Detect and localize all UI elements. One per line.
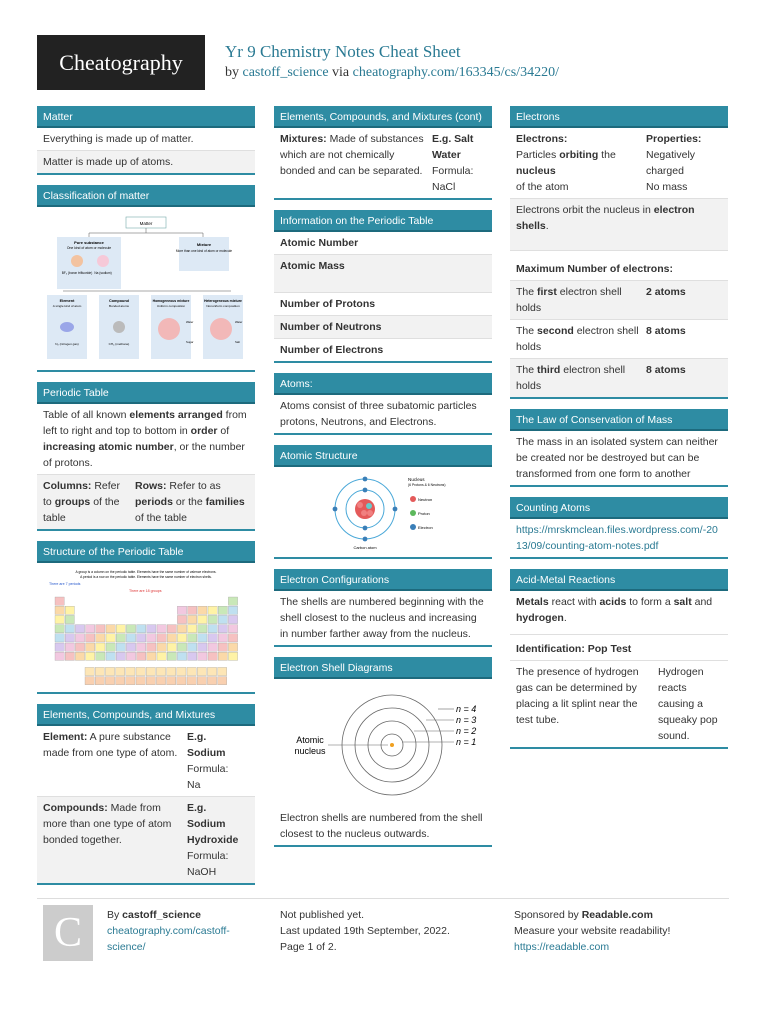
svg-text:Proton: Proton <box>418 511 430 516</box>
author-link[interactable]: castoff_science <box>242 65 329 80</box>
section-counting <box>510 497 728 559</box>
section-title: Information on the Periodic Table <box>274 210 492 232</box>
section-ecm <box>37 704 255 885</box>
list-item: Number of Protons <box>274 293 492 316</box>
shell-diagram <box>274 679 492 807</box>
svg-text:Compound: Compound <box>108 299 130 303</box>
counting-atoms-link[interactable]: https://mrskmclean.files.wordpress.com/-2013/09/counting-atom-notes.pdf <box>510 519 728 559</box>
svg-text:Water: Water <box>186 320 194 324</box>
list-item: Everything is made up of matter. <box>37 128 255 151</box>
svg-text:Uniform composition: Uniform composition <box>156 304 186 308</box>
section-matter <box>37 106 255 175</box>
footer-sponsor: Sponsored by Readable.com Measure your website readability! https://readable.com <box>514 907 729 955</box>
svg-text:Carbon atom: Carbon atom <box>353 545 377 550</box>
column-1 <box>37 106 255 895</box>
orbit-text: Electrons orbit the nucleus in electron shells. <box>510 199 728 251</box>
column-2 <box>274 106 492 857</box>
pop-test-row: The presence of hydrogen gas can be determined by placing a lit splint near the test tube. Hydrogen reacts causing a squeaky pop sound. <box>510 661 728 749</box>
periodic-table-diagram <box>37 563 255 694</box>
svg-text:Element: Element <box>59 299 75 303</box>
section-electrons <box>510 106 728 399</box>
footer-author-link[interactable]: castoff_science <box>122 909 201 921</box>
svg-text:nucleus: nucleus <box>294 746 326 756</box>
svg-text:Mixture: Mixture <box>196 242 212 247</box>
mixture-row: Mixtures: Made of substances which are not chemically bonded and can be separated. E.g. Salt Water Formula: NaCl <box>274 128 492 200</box>
periodic-table-svg <box>43 567 249 685</box>
svg-text:Water: Water <box>235 320 243 324</box>
section-title: Electron Shell Diagrams <box>274 657 492 679</box>
section-title: Elements, Compounds, and Mixtures (cont) <box>274 106 492 128</box>
list-item: Atomic Number <box>274 232 492 255</box>
atom-diagram <box>274 467 492 559</box>
section-title: Electron Configurations <box>274 569 492 591</box>
section-structure-periodic <box>37 541 255 694</box>
svg-text:CH₄ (methane): CH₄ (methane) <box>108 342 130 346</box>
electrons-table: Electrons: Particles orbiting the nucleus of the atom Properties: Negatively charged No mass <box>510 128 728 199</box>
header <box>37 35 729 90</box>
svg-text:There are 18 groups: There are 18 groups <box>129 589 162 593</box>
section-ecm-cont <box>274 106 492 200</box>
section-atomic-structure <box>274 445 492 559</box>
section-shell-diagrams <box>274 657 492 847</box>
svg-text:n = 2: n = 2 <box>456 726 477 736</box>
section-title: Atomic Structure <box>274 445 492 467</box>
svg-text:Electron: Electron <box>418 525 433 530</box>
svg-text:Pure substance: Pure substance <box>74 240 104 245</box>
svg-text:n = 3: n = 3 <box>456 715 477 725</box>
svg-text:There are 7 periods: There are 7 periods <box>49 582 81 586</box>
columns-rows: Columns: Refer to groups of the table Rows: Refer to as periods or the families of the table <box>37 475 255 531</box>
svg-text:More than one kind of atom or: More than one kind of atom or molecule <box>175 249 233 253</box>
svg-text:Salt: Salt <box>235 340 240 344</box>
column-3 <box>510 106 728 759</box>
classification-svg <box>43 211 249 363</box>
section-law <box>510 409 728 487</box>
svg-text:BF₃ (boron trifluoride): BF₃ (boron trifluoride) <box>61 271 93 275</box>
section-periodic-table <box>37 382 255 531</box>
shell-row: The second electron shell holds 8 atoms <box>510 320 728 359</box>
shells-text: Electron shells are numbered from the shell closest to the nucleus outwards. <box>274 807 492 847</box>
section-econfig <box>274 569 492 647</box>
svg-text:N₂ (nitrogen gas): N₂ (nitrogen gas) <box>55 342 79 346</box>
svg-text:Bonded atoms: Bonded atoms <box>109 304 129 308</box>
econfig-text: The shells are numbered beginning with the shell closest to the nucleus and increasing in number farther away from the nucleus. <box>274 591 492 647</box>
section-title: Periodic Table <box>37 382 255 404</box>
section-title: Matter <box>37 106 255 128</box>
periodic-definition: Table of all known elements arranged from left to right and top to bottom in order of increasing atomic number, or the number of protons. <box>37 404 255 475</box>
svg-text:One kind of atom or molecule: One kind of atom or molecule <box>66 246 112 250</box>
footer-profile-link[interactable]: cheatography.com/castoff-science/ <box>107 925 230 953</box>
shell-row: The first electron shell holds 2 atoms <box>510 281 728 320</box>
section-title: Electrons <box>510 106 728 128</box>
byline: by castoff_science via cheatography.com/163345/cs/34220/ <box>225 65 559 80</box>
sponsor-link[interactable]: Readable.com <box>581 909 653 921</box>
element-row: Element: A pure substance made from one type of atom. E.g. Sodium Formula: Na <box>37 726 255 797</box>
compound-row: Compounds: Made from more than one type of atom bonded together. E.g. Sodium Hydroxide Formula: NaOH <box>37 797 255 885</box>
pop-test-title: Identification: Pop Test <box>510 635 728 661</box>
svg-text:Neutron: Neutron <box>418 497 433 502</box>
list-item: Atomic Mass <box>274 255 492 293</box>
footer <box>37 898 729 978</box>
site-logo[interactable]: Cheatography <box>37 35 205 90</box>
section-title: The Law of Conservation of Mass <box>510 409 728 431</box>
svg-text:Atomic: Atomic <box>296 735 324 745</box>
list-item: Number of Neutrons <box>274 316 492 339</box>
classification-diagram <box>37 207 255 372</box>
section-info <box>274 210 492 363</box>
svg-text:A single kind of atom: A single kind of atom <box>52 304 82 308</box>
section-title: Structure of the Periodic Table <box>37 541 255 563</box>
acid-text: Metals react with acids to form a salt and hydrogen. <box>510 591 728 635</box>
footer-meta: Not published yet. Last updated 19th September, 2022. Page 1 of 2. <box>280 909 450 953</box>
section-title: Counting Atoms <box>510 497 728 519</box>
svg-text:Matter: Matter <box>139 221 153 226</box>
svg-text:Sugar: Sugar <box>186 340 194 344</box>
shell-svg <box>280 683 486 801</box>
max-electrons-title: Maximum Number of electrons: <box>510 251 728 281</box>
svg-text:Nonuniform composition: Nonuniform composition <box>206 304 240 308</box>
svg-text:A group is a column on the per: A group is a column on the periodic table. Elements have the same number of valence electrons. <box>75 570 217 574</box>
shell-row: The third electron shell holds 8 atoms <box>510 359 728 399</box>
author-avatar[interactable]: C <box>43 905 93 961</box>
law-text: The mass in an isolated system can neither be created nor be destroyed but can be transformed from one form to another <box>510 431 728 487</box>
svg-text:A period is a row on the perio: A period is a row on the periodic table. Elements have the same number of electron shells. <box>80 575 212 579</box>
svg-text:Homogeneous mixture: Homogeneous mixture <box>152 299 190 303</box>
section-classification <box>37 185 255 372</box>
section-title: Classification of matter <box>37 185 255 207</box>
sheet-url-link[interactable]: cheatography.com/163345/cs/34220/ <box>352 65 559 80</box>
list-item: Number of Electrons <box>274 339 492 363</box>
list-item: Matter is made up of atoms. <box>37 151 255 175</box>
atoms-text: Atoms consist of three subatomic particles protons, Neutrons, and Electrons. <box>274 395 492 435</box>
page-title: Yr 9 Chemistry Notes Cheat Sheet <box>225 42 461 61</box>
svg-text:Nucleus: Nucleus <box>408 477 425 482</box>
atom-svg <box>280 471 486 553</box>
svg-text:(6 Protons & 6 Neutrons): (6 Protons & 6 Neutrons) <box>408 483 446 487</box>
section-acid <box>510 569 728 749</box>
sponsor-url-link[interactable]: https://readable.com <box>514 941 610 953</box>
svg-text:n = 4: n = 4 <box>456 704 477 714</box>
section-title: Acid-Metal Reactions <box>510 569 728 591</box>
svg-text:n = 1: n = 1 <box>456 737 477 747</box>
section-title: Elements, Compounds, and Mixtures <box>37 704 255 726</box>
section-atoms <box>274 373 492 435</box>
svg-text:Na (sodium): Na (sodium) <box>94 271 112 275</box>
footer-author: By castoff_science cheatography.com/castoff-science/ <box>107 907 247 955</box>
svg-text:Heterogeneous mixture: Heterogeneous mixture <box>204 299 242 303</box>
section-title: Atoms: <box>274 373 492 395</box>
